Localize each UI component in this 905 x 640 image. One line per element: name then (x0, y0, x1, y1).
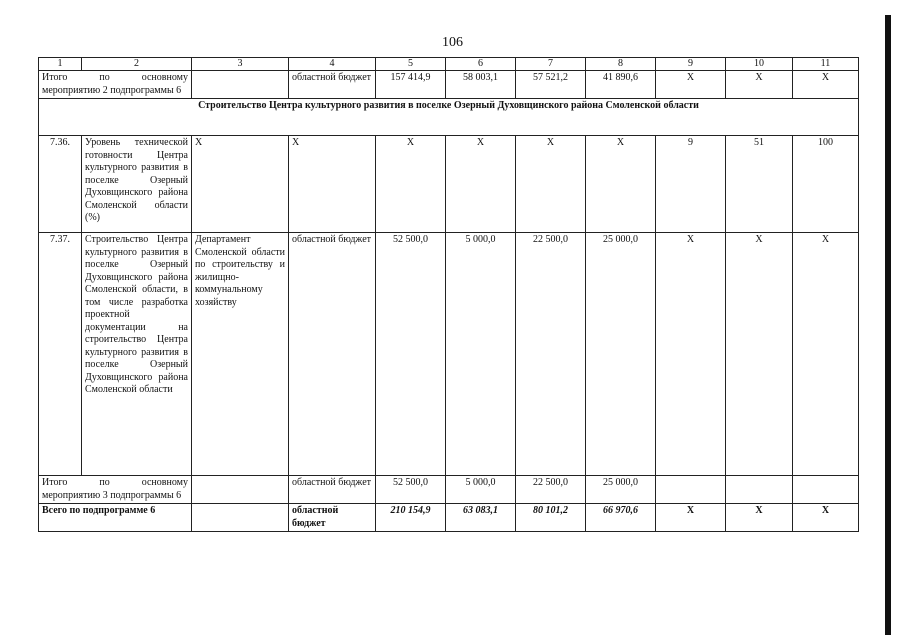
table-row-itogo-3 (39, 476, 859, 504)
row-value: X (516, 136, 586, 233)
row-value: 57 521,2 (516, 71, 586, 99)
table-row-itogo-2 (39, 71, 859, 99)
column-header-row (39, 58, 859, 71)
row-source: X (289, 136, 376, 233)
row-executor: Департамент Смоленской области по строительству и жилищно-коммунальному хозяйству (192, 233, 289, 476)
col-header: 11 (793, 58, 859, 71)
row-value: X (656, 233, 726, 476)
col-header: 1 (39, 58, 82, 71)
col-header: 7 (516, 58, 586, 71)
row-value: 210 154,9 (376, 504, 446, 532)
col-header: 5 (376, 58, 446, 71)
row-value: 63 083,1 (446, 504, 516, 532)
row-executor (192, 504, 289, 532)
row-value: 51 (726, 136, 793, 233)
col-header: 4 (289, 58, 376, 71)
row-name: Строительство Центра культурного развития в поселке Озерный Духовщинского района Смоленской области, в том числе разработка проектной документации на строительство Центра культурного развития в поселке Озерный Духовщинского района Смоленской области (82, 233, 192, 476)
row-source: областной бюджет (289, 476, 376, 504)
row-value: X (656, 504, 726, 532)
row-value: 9 (656, 136, 726, 233)
row-value (656, 476, 726, 504)
row-value: X (726, 233, 793, 476)
row-value: X (726, 504, 793, 532)
col-header: 2 (82, 58, 192, 71)
row-value: 157 414,9 (376, 71, 446, 99)
row-value: 5 000,0 (446, 476, 516, 504)
row-value: 25 000,0 (586, 476, 656, 504)
row-executor (192, 71, 289, 99)
row-value (726, 476, 793, 504)
row-value: 52 500,0 (376, 233, 446, 476)
col-header: 3 (192, 58, 289, 71)
row-executor: X (192, 136, 289, 233)
table-row-7-37 (39, 233, 859, 476)
row-value: 80 101,2 (516, 504, 586, 532)
row-value: 58 003,1 (446, 71, 516, 99)
row-value: 100 (793, 136, 859, 233)
row-label: Всего по подпрограмме 6 (39, 504, 192, 532)
row-label: Итого по основному мероприятию 3 подпрограммы 6 (39, 476, 192, 504)
row-value: 22 500,0 (516, 233, 586, 476)
row-value: X (793, 71, 859, 99)
row-value: X (656, 71, 726, 99)
row-label: Итого по основному мероприятию 2 подпрограммы 6 (39, 71, 192, 99)
row-source: областной бюджет (289, 233, 376, 476)
col-header: 10 (726, 58, 793, 71)
budget-table (38, 57, 859, 532)
row-value: 66 970,6 (586, 504, 656, 532)
row-value: X (793, 233, 859, 476)
row-executor (192, 476, 289, 504)
row-value: 25 000,0 (586, 233, 656, 476)
row-value: 41 890,6 (586, 71, 656, 99)
row-value: X (726, 71, 793, 99)
row-value: 5 000,0 (446, 233, 516, 476)
section-title: Строительство Центра культурного развития в поселке Озерный Духовщинского района Смоленской области (39, 99, 859, 136)
table-row-total (39, 504, 859, 532)
row-number: 7.37. (39, 233, 82, 476)
row-number: 7.36. (39, 136, 82, 233)
row-value: X (586, 136, 656, 233)
page-number: 106 (442, 35, 463, 50)
col-header: 9 (656, 58, 726, 71)
row-value: X (793, 504, 859, 532)
row-source: областной бюджет (289, 71, 376, 99)
scan-edge-bar (885, 15, 891, 635)
row-value (793, 476, 859, 504)
row-value: X (446, 136, 516, 233)
section-row (39, 99, 859, 136)
row-value: X (376, 136, 446, 233)
row-value: 22 500,0 (516, 476, 586, 504)
row-name: Уровень технической готовности Центра культурного развития в поселке Озерный Духовщинского района Смоленской области (%) (82, 136, 192, 233)
row-source: областной бюджет (289, 504, 376, 532)
col-header: 8 (586, 58, 656, 71)
row-value: 52 500,0 (376, 476, 446, 504)
table-row-7-36 (39, 136, 859, 233)
col-header: 6 (446, 58, 516, 71)
